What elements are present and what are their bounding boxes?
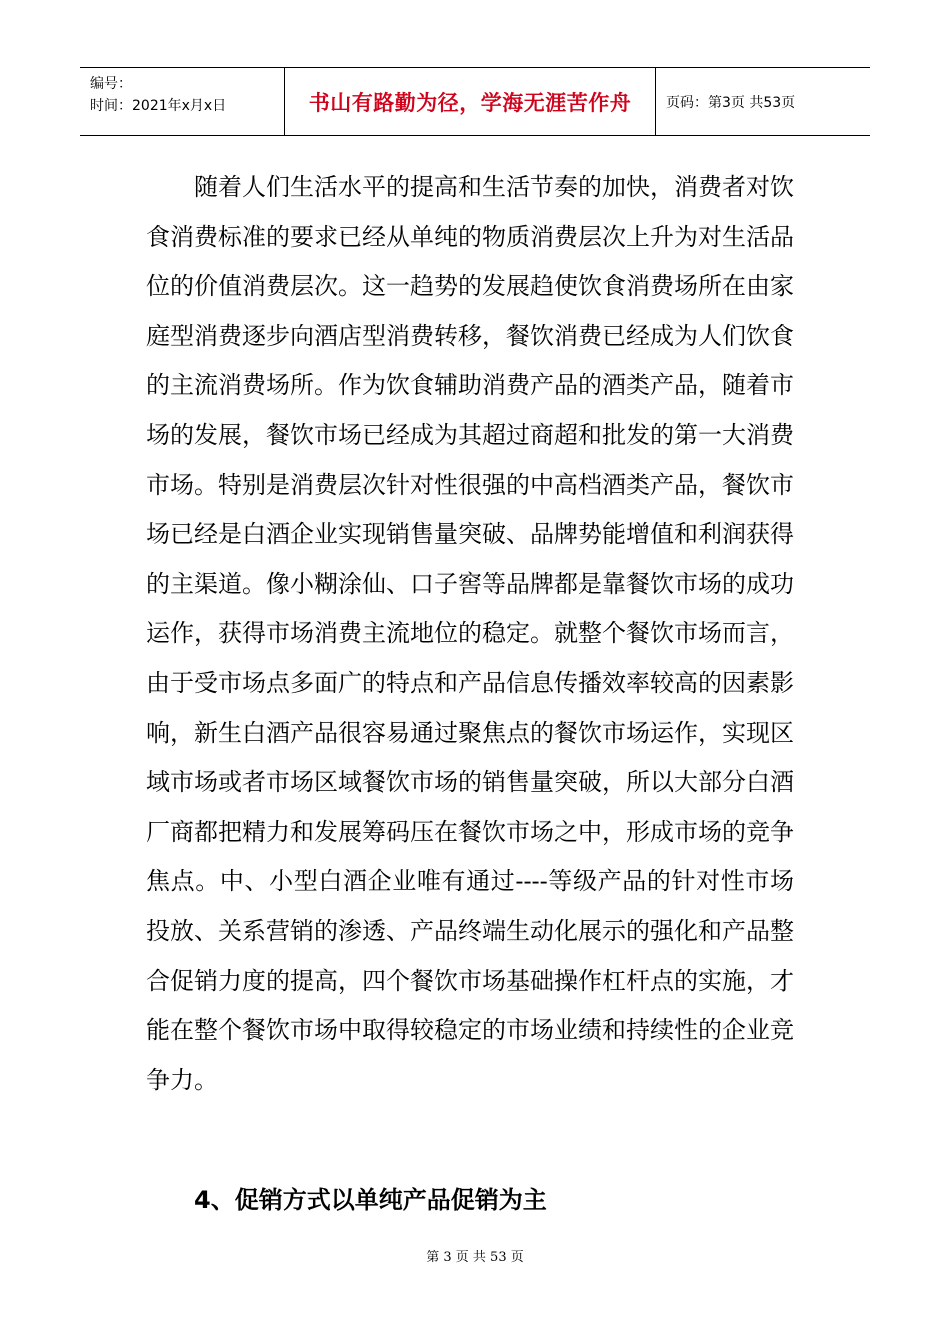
header-motto: 书山有路勤为径，学海无涯苦作舟 xyxy=(284,68,656,135)
document-time-label: 时间：2021年x月x日 xyxy=(90,98,227,114)
section-heading: 4、促销方式以单纯产品促销为主 xyxy=(194,1186,547,1214)
document-number-label: 编号： xyxy=(90,76,132,92)
page-header xyxy=(80,67,870,136)
header-page-info: 页码：第3页 共53页 xyxy=(666,94,796,111)
body-paragraph: 随着人们生活水平的提高和生活节奏的加快，消费者对饮食消费标准的要求已经从单纯的物质消费层次上升为对生活品位的价值消费层次。这一趋势的发展趋使饮食消费场所在由家庭型消费逐步向酒店型消费转移，餐饮消费已经成为人们饮食的主流消费场所。作为饮食辅助消费产品的酒类产品，随着市场的发展，餐饮市场已经成为其超过商超和批发的第一大消费市场。特别是消费层次针对性很强的中高档酒类产品，餐饮市场已经是白酒企业实现销售量突破、品牌势能增值和利润获得的主渠道。像小糊涂仙、口子窖等品牌都是靠餐饮市场的成功运作，获得市场消费主流地位的稳定。就整个餐饮市场而言，由于受市场点多面广的特点和产品信息传播效率较高的因素影响，新生白酒产品很容易通过聚焦点的餐饮市场运作，实现区域市场或者市场区域餐饮市场的销售量突破，所以大部分白酒厂商都把精力和发展筹码压在餐饮市场之中，形成市场的竞争焦点。中、小型白酒企业唯有通过----等级产品的针对性市场投放、关系营销的渗透、产品终端生动化展示的强化和产品整合促销力度的提高，四个餐饮市场基础操作杠杆点的实施，才能在整个餐饮市场中取得较稳定的市场业绩和持续性的企业竞争力。 xyxy=(146,173,794,1094)
header-meta xyxy=(80,68,284,135)
page-footer: 第 3 页 共 53 页 xyxy=(426,1250,524,1265)
